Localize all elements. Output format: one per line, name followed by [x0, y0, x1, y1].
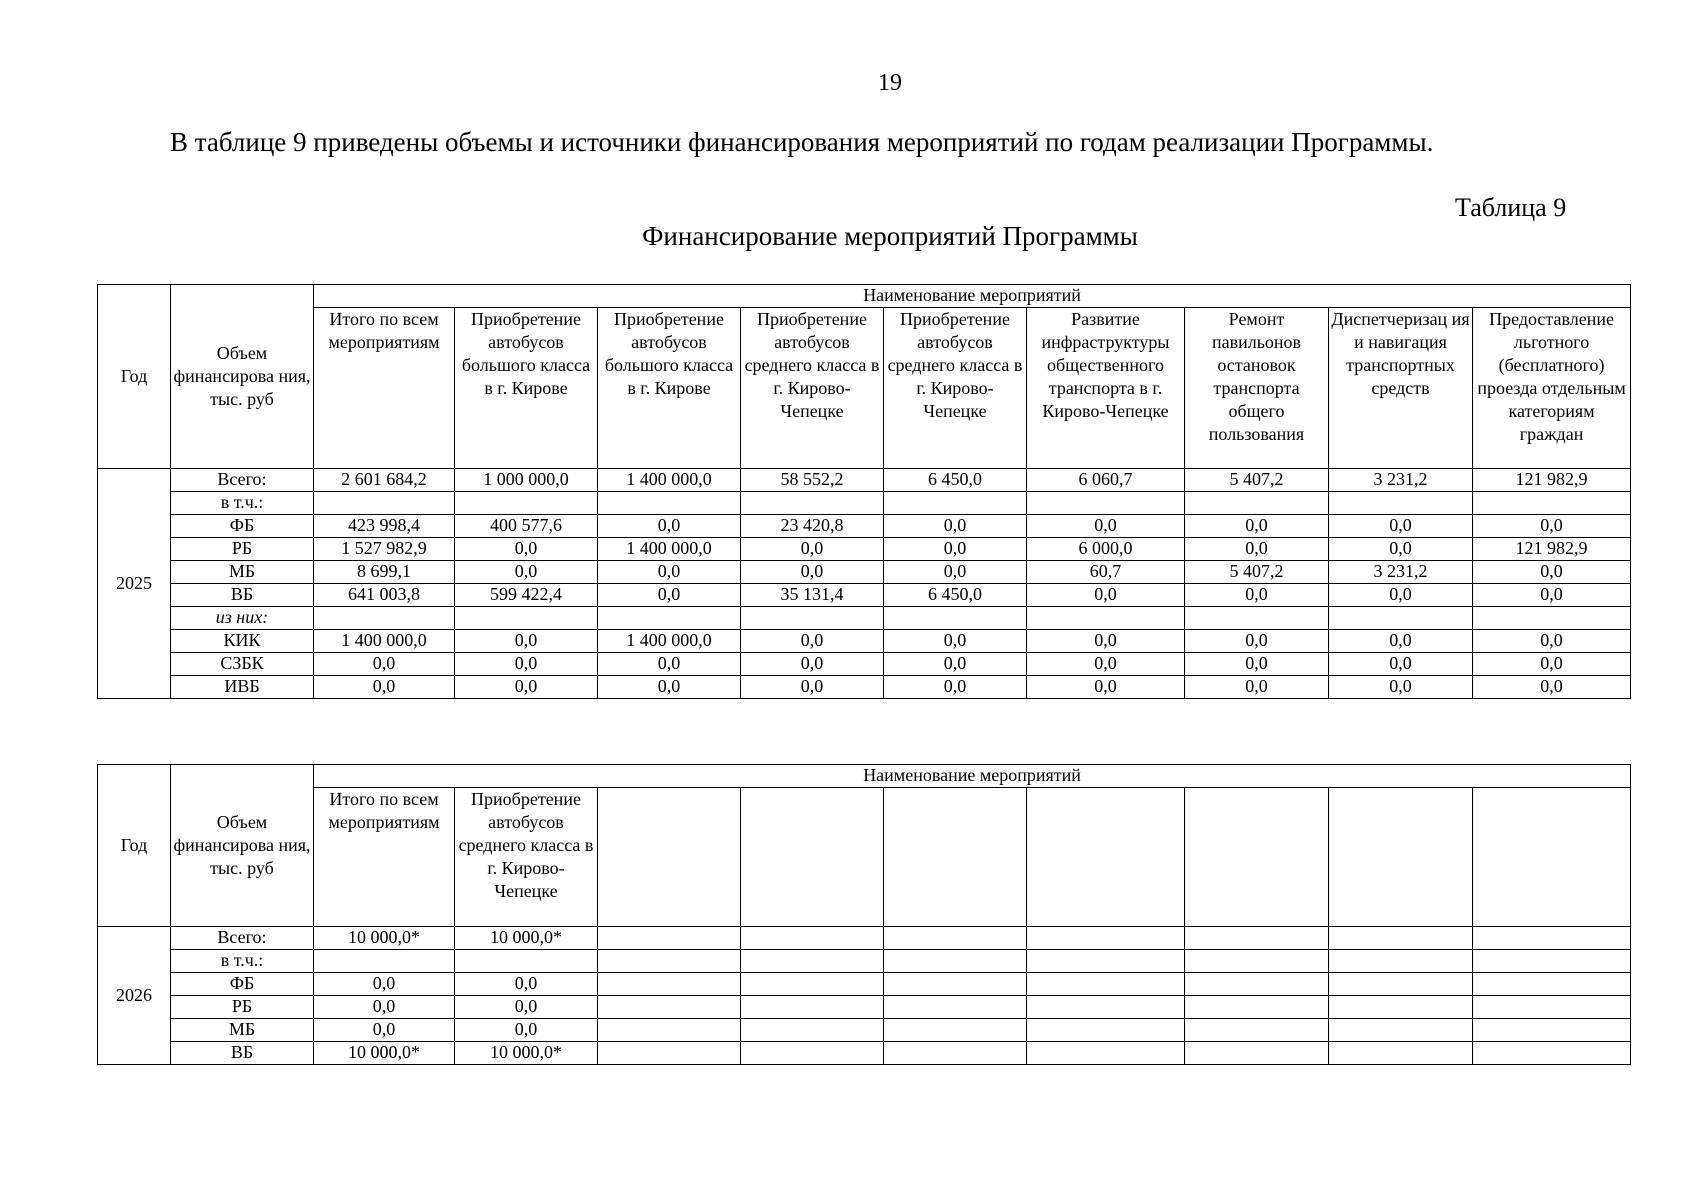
- value-cell: [1473, 996, 1631, 1019]
- value-cell: [884, 1042, 1027, 1065]
- value-cell: [741, 973, 884, 996]
- value-cell: 0,0: [455, 973, 598, 996]
- value-cell: 121 982,9: [1473, 538, 1631, 561]
- intro-paragraph: В таблице 9 приведены объемы и источники финансирования мероприятий по годам реализации Программы.: [170, 127, 1434, 157]
- value-cell: [1185, 996, 1329, 1019]
- value-cell: 121 982,9: [1473, 469, 1631, 492]
- value-cell: [314, 492, 455, 515]
- table-row: [98, 515, 1631, 538]
- value-cell: [741, 607, 884, 630]
- value-cell: 0,0: [1027, 653, 1185, 676]
- table-row: [98, 973, 1631, 996]
- value-cell: 2 601 684,2: [314, 469, 455, 492]
- value-cell: 8 699,1: [314, 561, 455, 584]
- value-cell: 0,0: [598, 676, 741, 699]
- value-cell: [1473, 973, 1631, 996]
- value-cell: 0,0: [1027, 630, 1185, 653]
- value-cell: 0,0: [741, 630, 884, 653]
- value-cell: 1 400 000,0: [598, 538, 741, 561]
- value-cell: [598, 1019, 741, 1042]
- value-cell: 6 450,0: [884, 584, 1027, 607]
- table-label: Таблица 9: [1455, 193, 1567, 222]
- value-cell: 0,0: [314, 1019, 455, 1042]
- source-label-cell: из них:: [171, 607, 314, 630]
- value-cell: [1185, 607, 1329, 630]
- value-cell: 0,0: [741, 561, 884, 584]
- value-cell: 0,0: [314, 676, 455, 699]
- value-cell: 1 000 000,0: [455, 469, 598, 492]
- value-cell: 0,0: [1185, 653, 1329, 676]
- table-row: [98, 950, 1631, 973]
- value-cell: 58 552,2: [741, 469, 884, 492]
- source-label-cell: в т.ч.:: [171, 950, 314, 973]
- table-title: Финансирование мероприятий Программы: [642, 221, 1138, 251]
- source-label-cell: ВБ: [171, 1042, 314, 1065]
- value-cell: 0,0: [1473, 653, 1631, 676]
- table-row: [98, 469, 1631, 492]
- table-row: [98, 996, 1631, 1019]
- value-cell: 0,0: [1473, 584, 1631, 607]
- value-cell: 1 400 000,0: [598, 469, 741, 492]
- table-row: [98, 1042, 1631, 1065]
- source-label-cell: Всего:: [171, 469, 314, 492]
- value-cell: 0,0: [455, 1019, 598, 1042]
- source-label-cell: МБ: [171, 561, 314, 584]
- value-cell: 0,0: [884, 653, 1027, 676]
- value-cell: 0,0: [314, 996, 455, 1019]
- value-cell: 0,0: [598, 561, 741, 584]
- value-cell: [1027, 927, 1185, 950]
- value-cell: 0,0: [1473, 515, 1631, 538]
- value-cell: [598, 607, 741, 630]
- value-cell: 0,0: [598, 515, 741, 538]
- source-label-cell: ВБ: [171, 584, 314, 607]
- value-cell: 60,7: [1027, 561, 1185, 584]
- value-cell: 0,0: [1185, 676, 1329, 699]
- value-cell: 6 000,0: [1027, 538, 1185, 561]
- column-header: Приобретение автобусов среднего класса в г. Кирово-Чепецке: [741, 308, 884, 469]
- value-cell: [1473, 927, 1631, 950]
- value-cell: 1 400 000,0: [314, 630, 455, 653]
- value-cell: 0,0: [314, 973, 455, 996]
- value-cell: 0,0: [1329, 584, 1473, 607]
- value-cell: 1 400 000,0: [598, 630, 741, 653]
- column-header: Приобретение автобусов большого класса в г. Кирове: [455, 308, 598, 469]
- value-cell: [884, 1019, 1027, 1042]
- value-cell: 641 003,8: [314, 584, 455, 607]
- value-cell: 0,0: [1473, 676, 1631, 699]
- year-header: Год: [98, 285, 171, 469]
- source-label-cell: ИВБ: [171, 676, 314, 699]
- source-label-cell: в т.ч.:: [171, 492, 314, 515]
- value-cell: 35 131,4: [741, 584, 884, 607]
- value-cell: 0,0: [455, 538, 598, 561]
- value-cell: 599 422,4: [455, 584, 598, 607]
- value-cell: [1185, 1042, 1329, 1065]
- value-cell: [1027, 492, 1185, 515]
- value-cell: [884, 927, 1027, 950]
- value-cell: [1329, 973, 1473, 996]
- value-cell: [741, 1042, 884, 1065]
- table-row: [98, 630, 1631, 653]
- value-cell: 0,0: [1185, 538, 1329, 561]
- table-row: [98, 492, 1631, 515]
- column-header: [598, 788, 741, 927]
- value-cell: 0,0: [1329, 538, 1473, 561]
- table-row: [98, 538, 1631, 561]
- value-cell: 400 577,6: [455, 515, 598, 538]
- value-cell: [1473, 950, 1631, 973]
- value-cell: 0,0: [741, 653, 884, 676]
- column-header: Приобретение автобусов среднего класса в г. Кирово-Чепецке: [455, 788, 598, 927]
- value-cell: 0,0: [884, 561, 1027, 584]
- value-cell: [884, 607, 1027, 630]
- activities-header: Наименование мероприятий: [314, 765, 1631, 788]
- table-row: [98, 653, 1631, 676]
- year-cell: 2026: [98, 927, 171, 1065]
- value-cell: 10 000,0*: [314, 1042, 455, 1065]
- value-cell: [1185, 950, 1329, 973]
- column-header: Приобретение автобусов большого класса в г. Кирове: [598, 308, 741, 469]
- column-header: Приобретение автобусов среднего класса в г. Кирово-Чепецке: [884, 308, 1027, 469]
- value-cell: 0,0: [741, 538, 884, 561]
- value-cell: 0,0: [1027, 584, 1185, 607]
- value-cell: 6 450,0: [884, 469, 1027, 492]
- table-row: [98, 607, 1631, 630]
- table-row: [98, 927, 1631, 950]
- column-header: [1473, 788, 1631, 927]
- source-label-cell: РБ: [171, 996, 314, 1019]
- value-cell: [1329, 996, 1473, 1019]
- value-cell: 0,0: [741, 676, 884, 699]
- value-cell: 23 420,8: [741, 515, 884, 538]
- column-header: Диспетчеризац ия и навигация транспортных средств: [1329, 308, 1473, 469]
- value-cell: [598, 492, 741, 515]
- activities-header: Наименование мероприятий: [314, 285, 1631, 308]
- value-cell: [1329, 927, 1473, 950]
- value-cell: 0,0: [598, 653, 741, 676]
- value-cell: [741, 492, 884, 515]
- value-cell: [741, 996, 884, 1019]
- source-label-cell: ФБ: [171, 973, 314, 996]
- value-cell: [598, 996, 741, 1019]
- value-cell: [1473, 607, 1631, 630]
- value-cell: [455, 607, 598, 630]
- value-cell: 3 231,2: [1329, 561, 1473, 584]
- table-row: [98, 561, 1631, 584]
- value-cell: 0,0: [1185, 630, 1329, 653]
- value-cell: [741, 1019, 884, 1042]
- value-cell: 5 407,2: [1185, 561, 1329, 584]
- financing-table-2025: [97, 284, 1631, 699]
- value-cell: 5 407,2: [1185, 469, 1329, 492]
- column-header: [1329, 788, 1473, 927]
- value-cell: [1027, 607, 1185, 630]
- value-cell: 0,0: [884, 630, 1027, 653]
- column-header: [741, 788, 884, 927]
- value-cell: [1473, 1019, 1631, 1042]
- value-cell: [314, 950, 455, 973]
- value-cell: [1329, 950, 1473, 973]
- value-cell: 0,0: [1473, 561, 1631, 584]
- source-label-cell: ФБ: [171, 515, 314, 538]
- value-cell: 0,0: [1185, 584, 1329, 607]
- value-cell: 1 527 982,9: [314, 538, 455, 561]
- value-cell: 423 998,4: [314, 515, 455, 538]
- value-cell: [598, 973, 741, 996]
- value-cell: 0,0: [1329, 630, 1473, 653]
- source-label-cell: КИК: [171, 630, 314, 653]
- value-cell: [455, 950, 598, 973]
- value-cell: [1185, 492, 1329, 515]
- value-cell: [1027, 973, 1185, 996]
- financing-table-2026: [97, 764, 1631, 1065]
- value-cell: 0,0: [1185, 515, 1329, 538]
- column-header: [884, 788, 1027, 927]
- value-cell: [1473, 1042, 1631, 1065]
- value-cell: [598, 1042, 741, 1065]
- source-label-cell: СЗБК: [171, 653, 314, 676]
- year-header: Год: [98, 765, 171, 927]
- value-cell: [1185, 973, 1329, 996]
- value-cell: [598, 950, 741, 973]
- value-cell: 10 000,0*: [314, 927, 455, 950]
- source-label-cell: МБ: [171, 1019, 314, 1042]
- value-cell: [455, 492, 598, 515]
- source-label-cell: Всего:: [171, 927, 314, 950]
- value-cell: [314, 607, 455, 630]
- value-cell: 10 000,0*: [455, 1042, 598, 1065]
- value-cell: [884, 492, 1027, 515]
- value-cell: [884, 973, 1027, 996]
- value-cell: [1329, 1042, 1473, 1065]
- value-cell: 0,0: [884, 676, 1027, 699]
- column-header: Предоставление льготного (бесплатного) проезда отдельным категориям граждан: [1473, 308, 1631, 469]
- column-header: [1027, 788, 1185, 927]
- column-header: Развитие инфраструктуры общественного транспорта в г. Кирово-Чепецке: [1027, 308, 1185, 469]
- value-cell: 0,0: [884, 515, 1027, 538]
- value-cell: 3 231,2: [1329, 469, 1473, 492]
- value-cell: [1027, 950, 1185, 973]
- value-cell: 0,0: [314, 653, 455, 676]
- value-cell: 0,0: [598, 584, 741, 607]
- value-cell: 0,0: [1473, 630, 1631, 653]
- value-cell: [1329, 1019, 1473, 1042]
- value-cell: [1027, 1042, 1185, 1065]
- page-number: 19: [878, 70, 902, 96]
- table-row: [98, 676, 1631, 699]
- column-header: Ремонт павильонов остановок транспорта общего пользования: [1185, 308, 1329, 469]
- value-cell: [1329, 492, 1473, 515]
- value-cell: [741, 950, 884, 973]
- column-header: [1185, 788, 1329, 927]
- value-cell: [1027, 1019, 1185, 1042]
- volume-header: Объем финансирова ния, тыс. руб: [171, 285, 314, 469]
- value-cell: 0,0: [455, 630, 598, 653]
- value-cell: 0,0: [1329, 515, 1473, 538]
- value-cell: [1027, 996, 1185, 1019]
- value-cell: 0,0: [455, 676, 598, 699]
- value-cell: 0,0: [1027, 515, 1185, 538]
- value-cell: [884, 996, 1027, 1019]
- value-cell: [1185, 1019, 1329, 1042]
- value-cell: 0,0: [1027, 676, 1185, 699]
- value-cell: [1473, 492, 1631, 515]
- value-cell: [741, 927, 884, 950]
- value-cell: [1185, 927, 1329, 950]
- value-cell: 0,0: [1329, 653, 1473, 676]
- value-cell: 0,0: [455, 561, 598, 584]
- column-header: Итого по всем мероприятиям: [314, 788, 455, 927]
- value-cell: [884, 950, 1027, 973]
- table-row: [98, 584, 1631, 607]
- source-label-cell: РБ: [171, 538, 314, 561]
- value-cell: 0,0: [1329, 676, 1473, 699]
- column-header: Итого по всем мероприятиям: [314, 308, 455, 469]
- table-row: [98, 1019, 1631, 1042]
- value-cell: 6 060,7: [1027, 469, 1185, 492]
- value-cell: [598, 927, 741, 950]
- value-cell: 0,0: [455, 996, 598, 1019]
- year-cell: 2025: [98, 469, 171, 699]
- value-cell: [1329, 607, 1473, 630]
- value-cell: 0,0: [455, 653, 598, 676]
- value-cell: 0,0: [884, 538, 1027, 561]
- volume-header: Объем финансирова ния, тыс. руб: [171, 765, 314, 927]
- value-cell: 10 000,0*: [455, 927, 598, 950]
